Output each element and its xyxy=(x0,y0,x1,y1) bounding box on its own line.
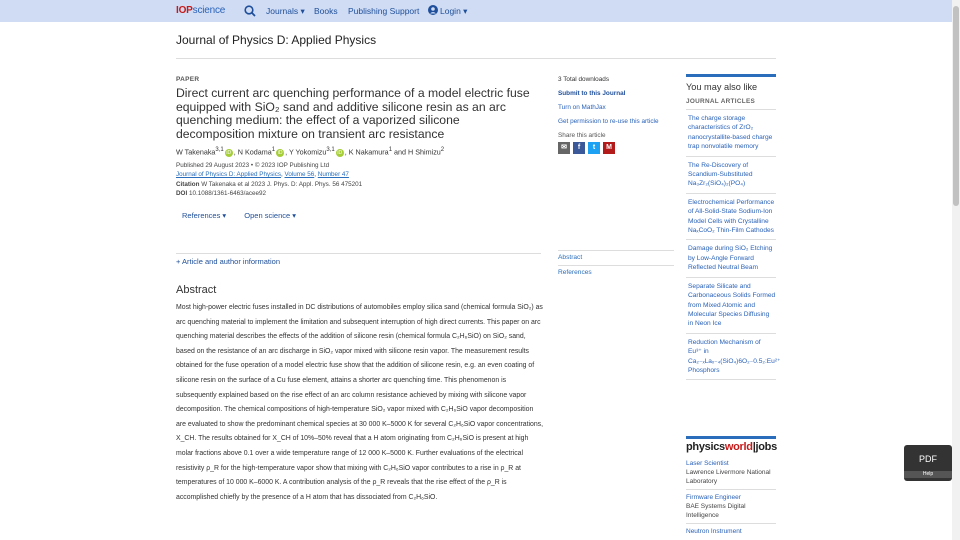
author-name[interactable]: H Shimizu xyxy=(408,147,441,157)
article-tools xyxy=(558,76,673,154)
related-articles-panel xyxy=(686,74,781,380)
published-date: Published 29 August 2023 • © 2023 IOP Publishing Ltd xyxy=(176,161,330,169)
orcid-icon[interactable]: iD xyxy=(226,149,232,156)
nav-publishing-support[interactable]: Publishing Support xyxy=(348,6,420,16)
panel-accent-bar xyxy=(686,74,776,77)
table-of-contents xyxy=(558,250,674,280)
journal-links: Journal of Physics D: Applied Physics, Volume 56, Number 47 xyxy=(176,171,349,179)
references-dropdown[interactable]: References ▾ xyxy=(182,210,227,220)
divider xyxy=(176,58,776,59)
submit-link[interactable]: Submit to this Journal xyxy=(558,90,626,97)
toc-abstract[interactable]: Abstract xyxy=(558,254,583,261)
help-link[interactable]: Help xyxy=(904,471,952,478)
nav-books[interactable]: Books xyxy=(314,6,338,16)
author-name[interactable]: Y Yokomizu xyxy=(288,147,327,157)
permission-link[interactable]: Get permission to re-use this article xyxy=(558,118,659,125)
email-icon[interactable]: ✉ xyxy=(558,142,570,154)
article-type-label: PAPER xyxy=(176,76,200,83)
abstract-heading: Abstract xyxy=(176,284,217,296)
journal-title[interactable]: Journal of Physics D: Applied Physics xyxy=(176,33,377,47)
you-may-also-like-heading: You may also like xyxy=(686,82,758,92)
top-navigation-bar xyxy=(0,0,952,22)
volume-link[interactable]: Volume 56 xyxy=(284,171,315,179)
iopscience-logo[interactable]: IOPscience xyxy=(176,5,226,16)
toc-references[interactable]: References xyxy=(558,269,592,276)
related-article-link[interactable]: Damage during SiO₂ Etching by Low-Angle Forward Reflected Neutral Beam xyxy=(686,240,776,277)
orcid-icon[interactable]: iD xyxy=(337,149,343,156)
login-button[interactable]: Login ▾ xyxy=(440,6,468,16)
job-listing[interactable]: Firmware Engineer BAE Systems Digital Intelligence xyxy=(686,490,776,524)
mathjax-toggle[interactable]: Turn on MathJax xyxy=(558,104,606,111)
related-article-link[interactable]: Reduction Mechanism of Eu³⁺ in Ca₂₋ₓLaₓ₋₄(SiO₄)6O₂₋0.5₂:Eu²⁺ Phosphors xyxy=(686,334,776,381)
article-header xyxy=(176,76,541,229)
journal-link[interactable]: Journal of Physics D: Applied Physics xyxy=(176,171,281,179)
citation: Citation W Takenaka et al 2023 J. Phys. D: Appl. Phys. 56 475201 xyxy=(176,180,363,188)
abstract-text: Most high-power electric fuses installed in DC distributions of automobiles employ silica sand (chemical formula SiO₂) as arc quenching material to implement the limitation and subsequent interruption of high direct currents. This paper on arc quenching material describes the effects of the addition of silicone resin (chemical formula C₂H₆SiO) on SiO₂ sand, based on the resistance of an arc discharge in SiO₂ vapor mixed with silicone resin vapor. The measurement results obtained for the fuse operation of a model electric fuse show that the addition of silicone resin, e.g. an even coating of silicone resin on the surface of a Cu fuse element, attains a shorter arc quenching time. This phenomenon is subsequently explained based on the rise effect of an arc column resistance achieved by mixing with silicone vapor decomposition. The chemical compositions of high-temperature SiO₂ vapor mixed with C₂H₆SiO vapor decomposition are evaluated to show the predominant chemical species at 30 000 K–5000 K for several C₂H₆SiO vapor concentrations, X_CH. The results obtained for X_CH of 10%–50% reveal that a H atom originating from C₂H₆SiO is present at high molar fractions above 0.1 over a wide temperature range of 12 000 K–5000 K. Further evaluations of the electrical resistivity ρ_R for the high-temperature vapor show that mixing with C₂H₆SiO vapor contributes to a rise in ρ_R at temperatures of 10 000 K–6000 K. A contribution analysis of the ρ_R reveals that the rise effect of the ρ_R is accomplished chiefly by the presence of a H atom that has dissociated from C₂H₆SiO. xyxy=(176,304,544,501)
page-scrollbar[interactable] xyxy=(952,0,960,540)
doi: DOI 10.1088/1361-6463/acee92 xyxy=(176,190,266,198)
open-science-dropdown[interactable]: Open science ▾ xyxy=(244,210,297,220)
author-list: W Takenaka$^{3,1}$ iD , N Kodama$^1$ iD , Y Yokomizu$^{3,1}$ iD , K Nakamura$^1$ and H Shimizu$^2$ xyxy=(176,147,445,157)
download-count: 3 Total downloads xyxy=(558,76,610,83)
article-dropdowns xyxy=(176,211,541,229)
related-article-link[interactable]: Separate Silicate and Carbonaceous Solids Formed from Mixed Atomic and Molecular Species Diffusing in Neon Ice xyxy=(686,278,776,334)
related-article-link[interactable]: Electrochemical Performance of All-Solid-State Sodium-Ion Model Cells with Crystalline NaₓCoO₂ Thin-Film Cathodes xyxy=(686,194,776,241)
number-link[interactable]: Number 47 xyxy=(317,171,349,179)
user-icon xyxy=(428,5,438,15)
article-title: Direct current arc quenching performance of a model electric fuse equipped with SiO₂ sand and additive silicone resin as an arc quenching medium: the effect of a vaporized silicone decomposition mixture on transient arc resistance xyxy=(176,86,530,141)
physicsworld-jobs-logo[interactable]: physicsworld|jobs xyxy=(686,436,776,456)
scrollbar-thumb[interactable] xyxy=(953,6,959,206)
nav-journals[interactable]: Journals ▾ xyxy=(266,6,305,16)
article-meta xyxy=(176,161,541,199)
job-listing[interactable]: Laser Scientist Lawrence Livermore National Laboratory xyxy=(686,456,776,490)
author-name[interactable]: K Nakamura xyxy=(348,147,389,157)
author-name[interactable]: W Takenaka xyxy=(176,147,216,157)
share-label: Share this article xyxy=(558,132,606,139)
orcid-icon[interactable]: iD xyxy=(277,149,283,156)
related-article-link[interactable]: The Re-Discovery of Scandium-Substituted Na₃Zr₂(SiO₄)₂(PO₄) xyxy=(686,157,776,194)
job-listing[interactable]: Neutron Instrument xyxy=(686,528,742,535)
author-name[interactable]: N Kodama xyxy=(237,147,272,157)
share-icons xyxy=(558,142,673,154)
mendeley-icon[interactable]: M xyxy=(603,142,615,154)
article-info-toggle[interactable]: + Article and author information xyxy=(176,253,541,266)
twitter-icon[interactable]: t xyxy=(588,142,600,154)
journal-articles-subheading: JOURNAL ARTICLES xyxy=(686,98,776,110)
physicsworld-jobs-panel xyxy=(686,436,776,539)
related-article-link[interactable]: The charge storage characteristics of ZrO₂ nanocrystallite-based charge trap nonvolatile memory xyxy=(686,110,776,157)
search-icon[interactable] xyxy=(243,4,257,18)
facebook-icon[interactable]: f xyxy=(573,142,585,154)
pdf-button[interactable]: PDF Help xyxy=(904,445,952,481)
